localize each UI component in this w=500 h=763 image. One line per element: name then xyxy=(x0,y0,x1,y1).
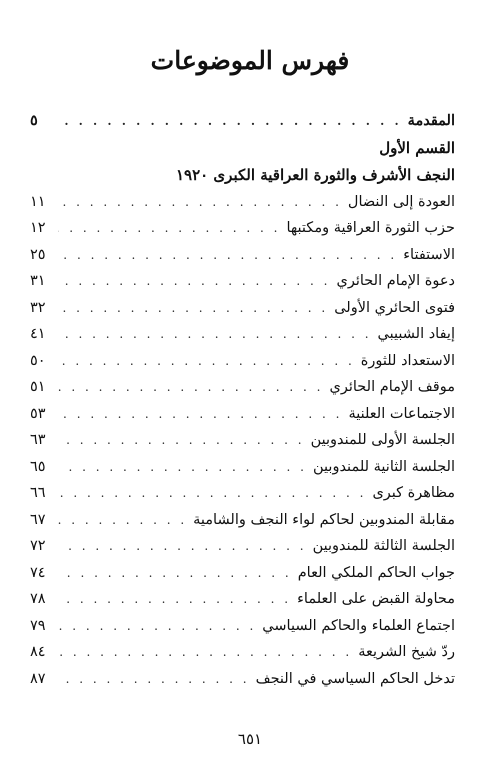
leader-dots xyxy=(58,639,352,666)
page-number: ٦٥١ xyxy=(237,730,263,748)
toc-entry-page: ٥٣ xyxy=(30,405,46,422)
leader-dots xyxy=(58,374,324,401)
toc-entry xyxy=(30,560,455,587)
leader-dots xyxy=(58,242,397,269)
toc-entry-page: ٦٣ xyxy=(30,432,46,448)
leader-dots xyxy=(58,507,187,534)
leader-dots xyxy=(58,586,291,613)
toc-entry xyxy=(30,639,455,666)
toc-entry xyxy=(30,215,455,242)
toc-entry-label: الاجتماعات العلنية xyxy=(348,405,455,422)
page-title: فهرس الموضوعات xyxy=(150,46,350,75)
toc-entry xyxy=(30,295,455,322)
leader-dots xyxy=(58,348,355,375)
leader-dots xyxy=(58,613,256,640)
toc-entry xyxy=(30,242,455,269)
toc-entry xyxy=(30,427,455,454)
toc-entry-page: ٦٥ xyxy=(30,458,46,475)
chapter-heading: النجف الأشرف والثورة العراقية الكبرى ١٩٢٠ xyxy=(175,165,455,184)
toc-entry-page: ١١ xyxy=(30,193,46,210)
toc-entry-label: موقف الإمام الحائري xyxy=(329,379,455,395)
toc-entry-label: اجتماع العلماء والحاكم السياسي xyxy=(262,617,455,634)
toc-entry-page: ٦٦ xyxy=(30,485,46,501)
toc-entry xyxy=(30,401,455,428)
toc-entry xyxy=(30,586,455,613)
toc-entry-page: ٤١ xyxy=(30,326,46,342)
toc-entry xyxy=(30,268,455,295)
toc-entry-label: مظاهرة كبرى xyxy=(372,485,455,501)
toc-entry xyxy=(30,666,455,693)
toc-entry-page: ٧٨ xyxy=(30,591,46,607)
toc-entry-intro xyxy=(30,108,455,135)
toc-entry xyxy=(30,507,455,534)
toc-entry xyxy=(30,321,455,348)
toc-entry xyxy=(30,480,455,507)
toc-entry-label: مقابلة المندوبين لحاكم لواء النجف والشامية xyxy=(193,511,455,528)
leader-dots xyxy=(58,295,328,322)
toc-entry-page: ٦٧ xyxy=(30,511,46,528)
toc-entry xyxy=(30,454,455,481)
leader-dots xyxy=(58,401,342,428)
toc-entry-label: حزب الثورة العراقية ومكتبها xyxy=(286,220,455,236)
toc-entry xyxy=(30,613,455,640)
leader-dots xyxy=(58,560,292,587)
leader-dots xyxy=(58,268,331,295)
leader-dots xyxy=(58,215,280,242)
toc-entry-label: دعوة الإمام الحائري xyxy=(336,273,455,289)
toc-entry-label: فتوى الحائري الأولى xyxy=(334,299,455,316)
toc-entry-label: ردّ شيخ الشريعة xyxy=(358,644,455,660)
leader-dots xyxy=(58,454,307,481)
toc-entry-page: ٨٤ xyxy=(30,644,46,660)
toc-entry-label: محاولة القبض على العلماء xyxy=(297,591,455,607)
toc-entry-page: ٢٥ xyxy=(30,246,46,263)
toc-entry-page: ٧٤ xyxy=(30,564,46,581)
leader-dots xyxy=(58,108,402,135)
toc-entry-page: ٥ xyxy=(30,112,38,129)
toc-entry-label: الجلسة الأولى للمندوبين xyxy=(310,432,455,448)
part-heading: القسم الأول xyxy=(379,138,455,157)
toc-entry-label: جواب الحاكم الملكي العام xyxy=(297,564,455,581)
toc-entry-label: الجلسة الثانية للمندوبين xyxy=(313,458,455,475)
toc-entry-label: الاستفتاء xyxy=(403,246,455,263)
toc-entry-page: ٣١ xyxy=(30,273,46,289)
toc-entry xyxy=(30,189,455,216)
toc-entry-page: ٨٧ xyxy=(30,670,46,687)
toc-entry xyxy=(30,374,455,401)
leader-dots xyxy=(58,533,307,560)
toc-entry-label: العودة إلى النضال xyxy=(347,193,455,210)
leader-dots xyxy=(58,480,366,507)
toc-entries xyxy=(30,189,455,693)
toc-entry-label: تدخل الحاكم السياسي في النجف xyxy=(255,670,455,687)
toc-entry-page: ٥١ xyxy=(30,379,46,395)
leader-dots xyxy=(58,321,372,348)
toc-entry-label: الجلسة الثالثة للمندوبين xyxy=(312,538,455,554)
leader-dots xyxy=(58,666,250,693)
toc-entry-label: إيفاد الشبيبي xyxy=(377,326,455,342)
toc-entry xyxy=(30,533,455,560)
toc-entry-page: ٧٢ xyxy=(30,538,46,554)
toc-entry-page: ٥٠ xyxy=(30,352,46,369)
toc-entry-page: ٧٩ xyxy=(30,617,46,634)
table-of-contents xyxy=(30,108,455,692)
toc-entry-label: الاستعداد للثورة xyxy=(360,352,455,369)
leader-dots xyxy=(58,427,305,454)
toc-entry xyxy=(30,348,455,375)
toc-entry-page: ٣٢ xyxy=(30,299,46,316)
toc-entry-label: المقدمة xyxy=(407,112,455,129)
toc-entry-page: ١٢ xyxy=(30,220,46,236)
leader-dots xyxy=(58,189,342,216)
